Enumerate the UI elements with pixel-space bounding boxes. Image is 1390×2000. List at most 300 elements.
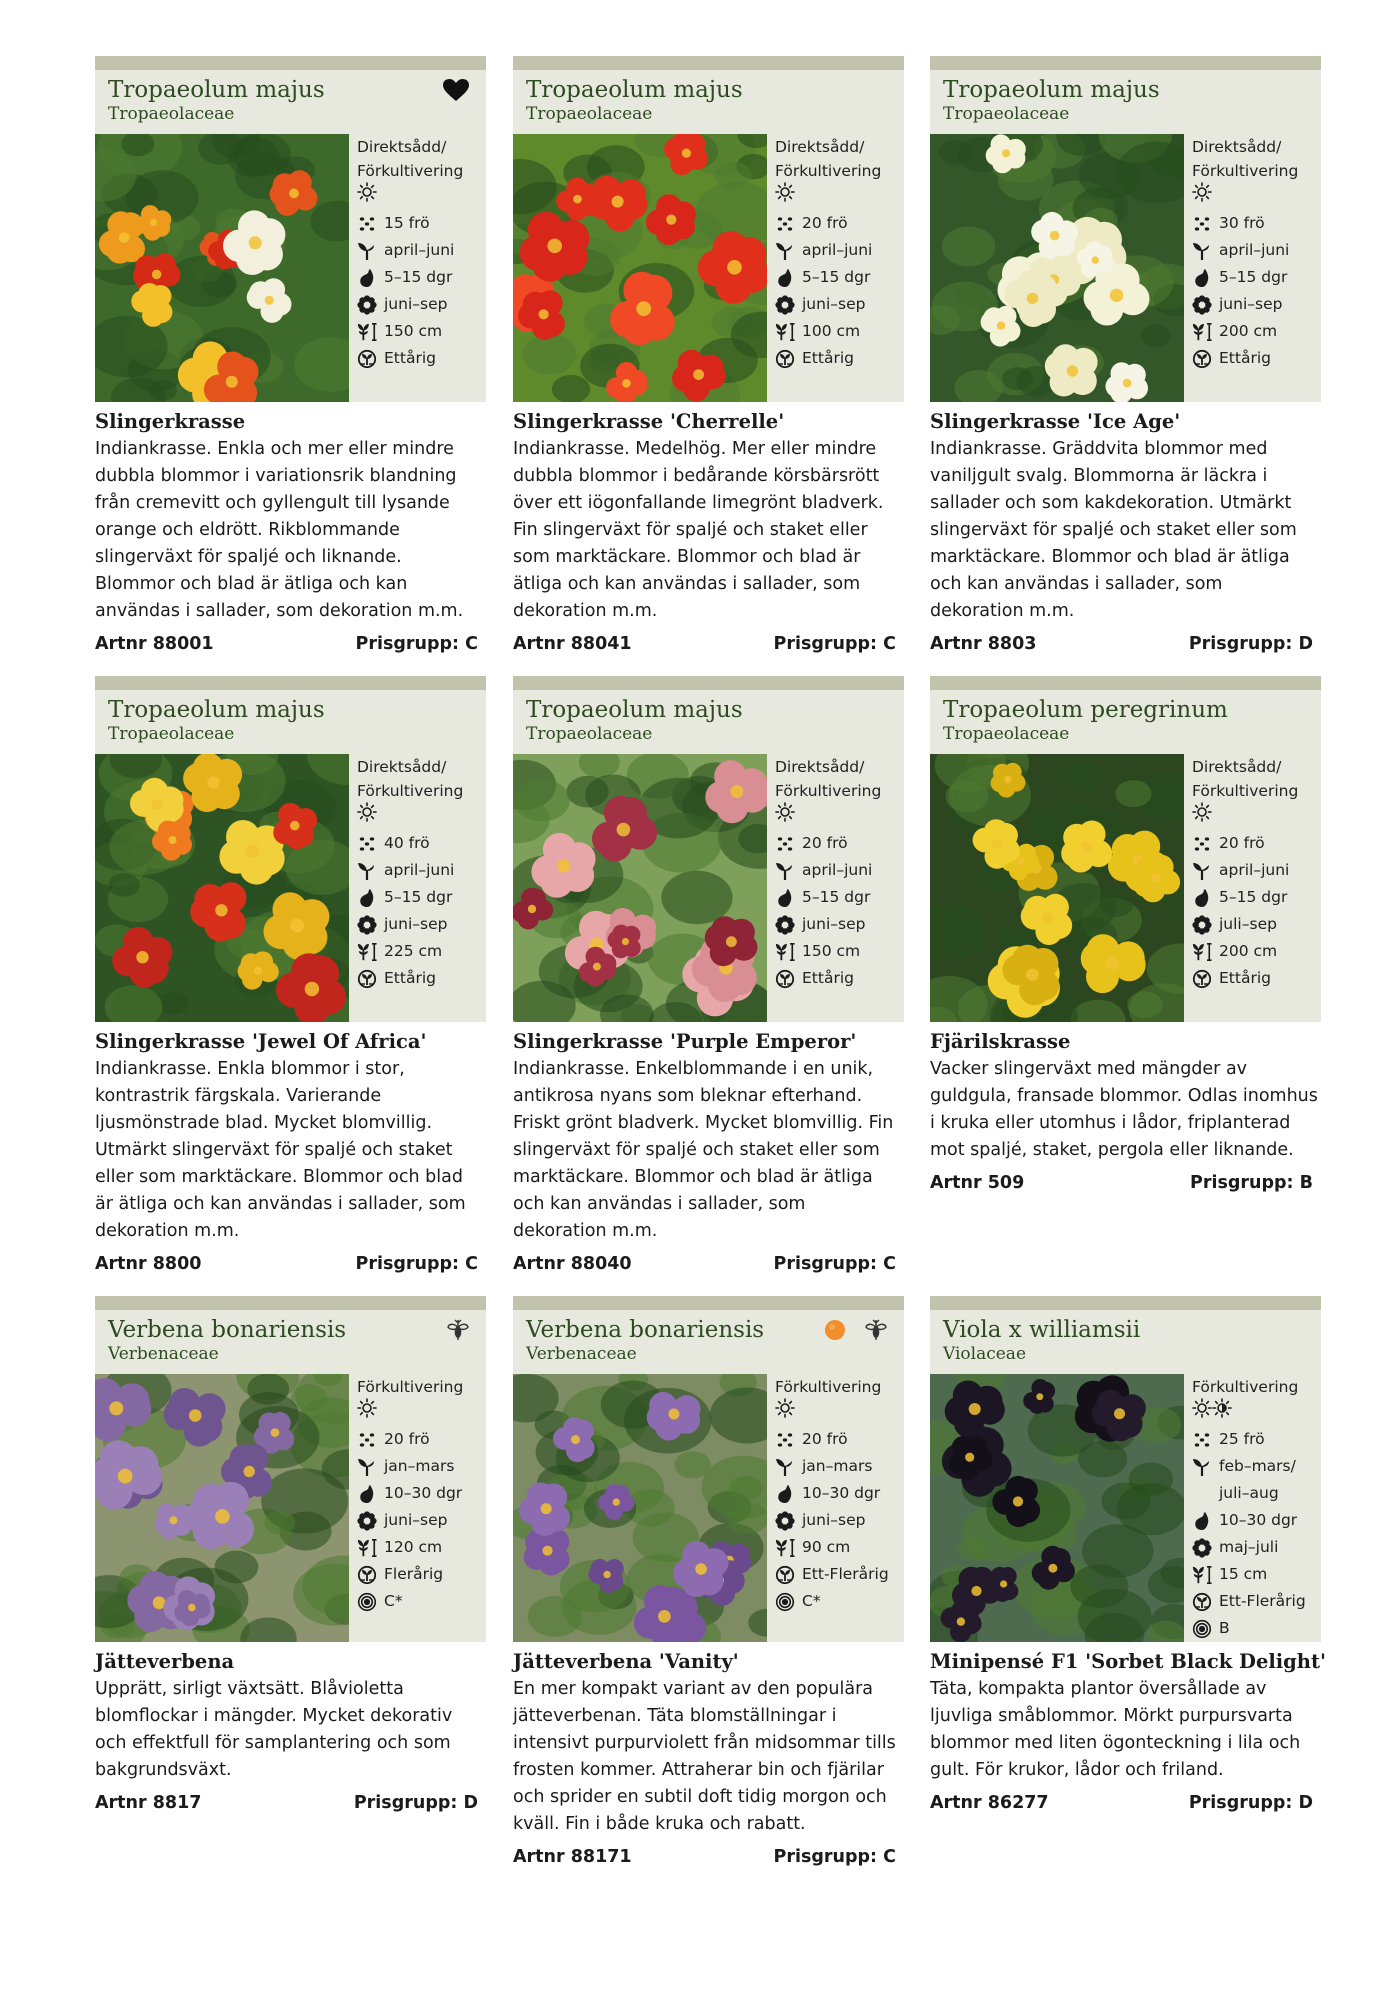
spec-life — [775, 345, 904, 372]
card-body — [513, 754, 904, 1022]
spec-seeds — [357, 1426, 486, 1453]
lifecycle-icon — [1192, 969, 1212, 989]
sowing-method: Förkultivering — [775, 782, 882, 800]
sun-icon — [357, 802, 377, 831]
spec-germ — [357, 1480, 486, 1507]
spec-seeds-value: 30 frö — [1219, 214, 1265, 232]
half-shade-icon — [1212, 1398, 1232, 1427]
product-description: Vacker slingerväxt med mängder av guldgula, fransade blommor. Odlas inomhus i kruka eller utomhus i lådor, friplanterad mot spaljé, staket, pergola eller liknande. — [930, 1059, 1318, 1160]
spec-sun — [357, 183, 486, 210]
product-card — [930, 676, 1321, 1197]
sprout-icon — [357, 861, 377, 881]
card-body — [930, 754, 1321, 1022]
article-number: Artnr 88040 — [513, 1254, 632, 1274]
sowing-method: Direktsådd/ — [1192, 758, 1282, 776]
spec-bloom — [1192, 291, 1321, 318]
card-header — [513, 1296, 904, 1374]
product-name: Slingerkrasse 'Purple Emperor' — [513, 1030, 857, 1053]
card-header — [95, 676, 486, 754]
orange-icon — [824, 1319, 846, 1345]
spec-sow-value: feb–mars/ juli–aug — [1219, 1457, 1296, 1502]
spec-germ-value: 5–15 dgr — [802, 268, 871, 286]
spec-sow-value: april–juni — [802, 241, 873, 259]
sprout-icon — [775, 861, 795, 881]
product-description: Indiankrasse. Enkla blommor i stor, kontrastrik färgskala. Varierande ljusmönstrade blad. Mycket blomvillig. Utmärkt slingerväxt för spaljé och staket eller som marktäckare. Blommor och blad är ätliga och kan användas i sallader, som dekoration m.m. — [95, 1059, 466, 1241]
spec-seeds-value: 20 frö — [802, 834, 848, 852]
spec-sow — [357, 237, 486, 264]
spec-height — [1192, 1561, 1321, 1588]
spec-sun — [1192, 1399, 1321, 1426]
product-description: Täta, kompakta plantor översållade av ljuvliga småblommor. Mörkt purpursvarta blommor med liten ögonteckning i lila och gult. För krukor, lådor och friland. — [930, 1679, 1301, 1780]
spec-seeds — [1192, 1426, 1321, 1453]
spec-sow — [1192, 237, 1321, 264]
height-icon — [357, 1538, 377, 1558]
sowing-method: Direktsådd/ — [357, 138, 447, 156]
spec-bloom-value: juni–sep — [802, 295, 866, 313]
height-icon — [1192, 322, 1212, 342]
germination-icon — [357, 888, 377, 908]
latin-name: Tropaeolum majus — [526, 697, 743, 723]
flower-icon — [775, 295, 795, 315]
spec-sun — [357, 803, 486, 830]
price-group: Prisgrupp: D — [1188, 634, 1313, 654]
spec-bloom — [775, 1507, 904, 1534]
spec-height-value: 200 cm — [1219, 322, 1278, 340]
spec-germ-value: 10–30 dgr — [802, 1484, 881, 1502]
spec-germ — [1192, 264, 1321, 291]
product-card — [930, 1296, 1326, 1817]
badges — [446, 1318, 470, 1346]
family-name: Tropaeolaceae — [108, 724, 235, 744]
seeds-icon — [357, 214, 377, 234]
spec-list — [1184, 754, 1321, 1022]
spec-bloom — [357, 291, 486, 318]
product-description: Indiankrasse. Enkelblommande i en unik, antikrosa nyans som bleknar efterhand. Friskt grönt bladverk. Mycket blomvillig. Fin slingerväxt för spaljé och staket eller som marktäckare. Blommor och blad är ätliga och kan användas i sallader, som dekoration m.m. — [513, 1059, 894, 1241]
lifecycle-icon — [1192, 349, 1212, 369]
spec-height-value: 90 cm — [802, 1538, 851, 1556]
seeds-icon — [1192, 1430, 1212, 1450]
lifecycle-icon — [775, 349, 795, 369]
price-group: Prisgrupp: C — [355, 634, 478, 654]
spec-height — [775, 1534, 904, 1561]
card-header — [930, 1296, 1321, 1374]
product-meta — [513, 1843, 904, 1871]
height-icon — [775, 942, 795, 962]
product-name: Minipensé F1 'Sorbet Black Delight' — [930, 1650, 1326, 1673]
badges — [442, 78, 470, 106]
price-group: Prisgrupp: D — [353, 1793, 478, 1813]
card-header — [930, 676, 1321, 754]
spec-germ — [1192, 884, 1321, 911]
lifecycle-icon — [775, 969, 795, 989]
spec-bloom-value: juli–sep — [1219, 915, 1277, 933]
article-number: Artnr 86277 — [930, 1793, 1049, 1813]
spec-life-value: Flerårig — [384, 1565, 444, 1583]
sun-icon — [1192, 182, 1212, 211]
spec-list — [349, 754, 486, 1022]
spec-seeds — [357, 210, 486, 237]
spec-germ — [775, 1480, 904, 1507]
latin-name: Tropaeolum majus — [943, 77, 1160, 103]
lifecycle-icon — [357, 349, 377, 369]
spec-germ-value: 5–15 dgr — [802, 888, 871, 906]
spec-germ — [1192, 1507, 1321, 1534]
sun-icon — [775, 1398, 795, 1427]
spec-zone — [357, 1588, 486, 1615]
family-name: Verbenaceae — [108, 1344, 219, 1364]
card-body — [513, 134, 904, 402]
spec-sow-value: april–juni — [1219, 241, 1290, 259]
product-photo — [95, 1374, 349, 1642]
sowing-method: Förkultivering — [357, 162, 464, 180]
spec-zone — [1192, 1615, 1321, 1642]
spec-life-value: Ettårig — [802, 969, 854, 987]
article-number: Artnr 88001 — [95, 634, 214, 654]
spec-life-value: Ett-Flerårig — [802, 1565, 889, 1583]
spec-seeds-value: 25 frö — [1219, 1430, 1265, 1448]
article-number: Artnr 88041 — [513, 634, 632, 654]
spec-bloom-value: juni–sep — [384, 295, 448, 313]
product-meta — [930, 1789, 1321, 1817]
spec-sow — [775, 237, 904, 264]
product-photo — [513, 1374, 767, 1642]
germination-icon — [1192, 1511, 1212, 1531]
spec-height-value: 225 cm — [384, 942, 443, 960]
lifecycle-icon — [357, 969, 377, 989]
spec-zone — [775, 1588, 904, 1615]
price-group: Prisgrupp: D — [1188, 1793, 1313, 1813]
sun-icon — [775, 802, 795, 831]
sowing-method: Direktsådd/ — [357, 758, 447, 776]
sprout-icon — [775, 241, 795, 261]
spec-seeds — [775, 210, 904, 237]
spec-sun — [1192, 803, 1321, 830]
product-description: Upprätt, sirligt växtsätt. Blåvioletta blomflockar i mängder. Mycket dekorativ och effektfull för samplantering och som bakgrundsväxt. — [95, 1679, 453, 1780]
spec-germ-value: 5–15 dgr — [384, 268, 453, 286]
spec-life-value: Ettårig — [1219, 349, 1271, 367]
spec-sow — [357, 857, 486, 884]
spec-germ — [357, 884, 486, 911]
card-body — [95, 134, 486, 402]
article-number: Artnr 8800 — [95, 1254, 202, 1274]
spec-germ-value: 5–15 dgr — [384, 888, 453, 906]
spec-life-value: Ett-Flerårig — [1219, 1592, 1306, 1610]
zone-icon — [357, 1592, 377, 1612]
product-photo — [95, 754, 349, 1022]
germination-icon — [357, 1484, 377, 1504]
spec-sow — [775, 1453, 904, 1480]
latin-name: Verbena bonariensis — [526, 1317, 765, 1343]
flower-icon — [1192, 915, 1212, 935]
product-meta — [95, 1789, 486, 1817]
sowing-method: Direktsådd/ — [1192, 138, 1282, 156]
price-group: Prisgrupp: B — [1190, 1173, 1313, 1193]
product-photo — [930, 1374, 1184, 1642]
family-name: Tropaeolaceae — [943, 724, 1070, 744]
spec-sow-value: jan–mars — [384, 1457, 455, 1475]
sun-icon — [357, 1398, 377, 1427]
price-group: Prisgrupp: C — [773, 1254, 896, 1274]
price-group: Prisgrupp: C — [773, 634, 896, 654]
spec-sun — [775, 1399, 904, 1426]
latin-name: Tropaeolum majus — [108, 77, 325, 103]
latin-name: Tropaeolum majus — [526, 77, 743, 103]
card-header — [513, 676, 904, 754]
price-group: Prisgrupp: C — [355, 1254, 478, 1274]
germination-icon — [1192, 888, 1212, 908]
card-body — [95, 754, 486, 1022]
spec-sow-value: april–juni — [1219, 861, 1290, 879]
spec-bloom-value: maj–juli — [1219, 1538, 1279, 1556]
height-icon — [357, 942, 377, 962]
product-card — [95, 676, 486, 1278]
sprout-icon — [1192, 241, 1212, 261]
product-card — [513, 676, 904, 1278]
bee-icon — [864, 1318, 888, 1346]
product-meta — [95, 630, 486, 658]
lifecycle-icon — [1192, 1592, 1212, 1612]
spec-height — [357, 318, 486, 345]
card-header — [95, 56, 486, 134]
sprout-icon — [1192, 1457, 1212, 1477]
spec-height-value: 150 cm — [802, 942, 861, 960]
sowing-method: Förkultivering — [775, 162, 882, 180]
family-name: Tropaeolaceae — [943, 104, 1070, 124]
spec-list — [349, 1374, 486, 1642]
spec-height — [357, 1534, 486, 1561]
product-card — [513, 1296, 904, 1871]
latin-name: Tropaeolum majus — [108, 697, 325, 723]
article-number: Artnr 88171 — [513, 1847, 632, 1867]
article-number: Artnr 8803 — [930, 634, 1037, 654]
height-icon — [1192, 1565, 1212, 1585]
spec-seeds-value: 20 frö — [384, 1430, 430, 1448]
spec-germ-value: 10–30 dgr — [1219, 1511, 1298, 1529]
spec-height-value: 100 cm — [802, 322, 861, 340]
spec-life — [1192, 965, 1321, 992]
spec-height-value: 150 cm — [384, 322, 443, 340]
spec-life — [1192, 1588, 1321, 1615]
product-card — [930, 56, 1321, 658]
spec-life — [775, 965, 904, 992]
zone-icon — [775, 1592, 795, 1612]
sun-icon — [1192, 802, 1212, 831]
spec-life — [775, 1561, 904, 1588]
spec-sow — [1192, 857, 1321, 884]
spec-sow — [775, 857, 904, 884]
spec-list — [767, 1374, 904, 1642]
product-name: Slingerkrasse — [95, 410, 246, 433]
spec-germ — [775, 884, 904, 911]
spec-life — [357, 1561, 486, 1588]
product-name: Slingerkrasse 'Jewel Of Africa' — [95, 1030, 427, 1053]
spec-sow-value: april–juni — [384, 241, 455, 259]
product-card — [95, 1296, 486, 1817]
sowing-method: Förkultivering — [1192, 1378, 1299, 1396]
article-number: Artnr 509 — [930, 1173, 1025, 1193]
spec-sun — [775, 803, 904, 830]
sowing-method: Förkultivering — [357, 1378, 464, 1396]
sun-icon — [357, 182, 377, 211]
spec-seeds — [357, 830, 486, 857]
product-name: Jätteverbena 'Vanity' — [513, 1650, 739, 1673]
spec-bloom — [1192, 1534, 1321, 1561]
heart-icon — [442, 78, 470, 106]
spec-life — [357, 965, 486, 992]
seeds-icon — [357, 1430, 377, 1450]
product-name: Slingerkrasse 'Ice Age' — [930, 410, 1181, 433]
spec-germ-value: 5–15 dgr — [1219, 888, 1288, 906]
zone-icon — [1192, 1619, 1212, 1639]
spec-germ-value: 10–30 dgr — [384, 1484, 463, 1502]
spec-life — [357, 345, 486, 372]
height-icon — [775, 1538, 795, 1558]
spec-sow-value: jan–mars — [802, 1457, 873, 1475]
product-photo — [513, 134, 767, 402]
spec-germ-value: 5–15 dgr — [1219, 268, 1288, 286]
spec-bloom — [1192, 911, 1321, 938]
family-name: Verbenaceae — [526, 1344, 637, 1364]
spec-bloom — [357, 911, 486, 938]
product-card — [513, 56, 904, 658]
flower-icon — [357, 295, 377, 315]
spec-bloom-value: juni–sep — [384, 915, 448, 933]
product-name: Fjärilskrasse — [930, 1030, 1071, 1053]
product-meta — [513, 630, 904, 658]
spec-life-value: Ettårig — [384, 349, 436, 367]
seeds-icon — [357, 834, 377, 854]
seeds-icon — [1192, 834, 1212, 854]
spec-height — [1192, 938, 1321, 965]
spec-sow-value: april–juni — [384, 861, 455, 879]
spec-seeds — [775, 830, 904, 857]
spec-seeds — [1192, 210, 1321, 237]
germination-icon — [775, 1484, 795, 1504]
sowing-method: Direktsådd/ — [775, 138, 865, 156]
germination-icon — [357, 268, 377, 288]
card-body — [930, 134, 1321, 402]
spec-height — [357, 938, 486, 965]
card-body — [95, 1374, 486, 1642]
spec-seeds-value: 20 frö — [1219, 834, 1265, 852]
product-grid — [95, 56, 1326, 1956]
sun-icon — [775, 182, 795, 211]
product-meta — [95, 1250, 486, 1278]
spec-bloom-value: juni–sep — [1219, 295, 1283, 313]
product-name: Jätteverbena — [95, 1650, 235, 1673]
spec-height — [775, 938, 904, 965]
price-group: Prisgrupp: C — [773, 1847, 896, 1867]
spec-life-value: Ettårig — [384, 969, 436, 987]
sprout-icon — [357, 1457, 377, 1477]
product-photo — [95, 134, 349, 402]
spec-seeds — [775, 1426, 904, 1453]
family-name: Tropaeolaceae — [526, 104, 653, 124]
spec-bloom-value: juni–sep — [802, 915, 866, 933]
flower-icon — [775, 1511, 795, 1531]
latin-name: Verbena bonariensis — [108, 1317, 347, 1343]
spec-bloom — [775, 911, 904, 938]
spec-seeds-value: 20 frö — [802, 214, 848, 232]
spec-bloom — [357, 1507, 486, 1534]
card-body — [513, 1374, 904, 1642]
lifecycle-icon — [775, 1565, 795, 1585]
sowing-method: Direktsådd/ — [775, 758, 865, 776]
height-icon — [775, 322, 795, 342]
product-description: Indiankrasse. Medelhög. Mer eller mindre dubbla blommor i bedårande körsbärsrött över ett iögonfallande limegrönt bladverk. Fin slingerväxt för spaljé och staket eller som marktäckare. Blommor och blad är ätliga och kan användas i sallader, som dekoration m.m. — [513, 439, 884, 621]
family-name: Tropaeolaceae — [526, 724, 653, 744]
spec-germ — [357, 264, 486, 291]
spec-seeds-value: 20 frö — [802, 1430, 848, 1448]
product-photo — [513, 754, 767, 1022]
spec-list — [767, 134, 904, 402]
sowing-method: Förkultivering — [1192, 162, 1299, 180]
spec-list — [1184, 134, 1321, 402]
spec-sow — [1192, 1453, 1321, 1507]
product-meta — [513, 1250, 904, 1278]
spec-list — [1184, 1374, 1321, 1642]
product-photo — [930, 134, 1184, 402]
product-description: Indiankrasse. Gräddvita blommor med vaniljgult svalg. Blommorna är läckra i sallader och som kakdekoration. Utmärkt slingerväxt för spaljé och staket eller som marktäckare. Blommor och blad är ätliga och kan användas i sallader, som dekoration m.m. — [930, 439, 1297, 621]
card-body — [930, 1374, 1321, 1642]
flower-icon — [1192, 1538, 1212, 1558]
spec-bloom-value: juni–sep — [384, 1511, 448, 1529]
spec-sun — [1192, 183, 1321, 210]
spec-sun — [357, 1399, 486, 1426]
sowing-method: Förkultivering — [357, 782, 464, 800]
spec-sow — [357, 1453, 486, 1480]
sowing-method: Förkultivering — [1192, 782, 1299, 800]
spec-zone-value: C* — [802, 1592, 821, 1610]
spec-height-value: 120 cm — [384, 1538, 443, 1556]
spec-height — [1192, 318, 1321, 345]
product-name: Slingerkrasse 'Cherrelle' — [513, 410, 785, 433]
sowing-method: Förkultivering — [775, 1378, 882, 1396]
spec-bloom — [775, 291, 904, 318]
spec-height-value: 200 cm — [1219, 942, 1278, 960]
badges — [824, 1318, 888, 1346]
spec-sun — [775, 183, 904, 210]
product-description: En mer kompakt variant av den populära jätteverbenan. Täta blomställningar i intensivt purpurviolett från midsommar tills frosten kommer. Attraherar bin och fjärilar och sprider en subtil doft tidig morgon och kväll. Fin i både kruka och rabatt. — [513, 1679, 896, 1834]
sun-icon — [1192, 1398, 1212, 1427]
spec-life-value: Ettårig — [802, 349, 854, 367]
spec-zone-value: B — [1219, 1619, 1230, 1637]
spec-list — [767, 754, 904, 1022]
germination-icon — [1192, 268, 1212, 288]
spec-sow-value: april–juni — [802, 861, 873, 879]
article-number: Artnr 8817 — [95, 1793, 202, 1813]
spec-life — [1192, 345, 1321, 372]
sprout-icon — [1192, 861, 1212, 881]
spec-seeds-value: 15 frö — [384, 214, 430, 232]
family-name: Tropaeolaceae — [108, 104, 235, 124]
lifecycle-icon — [357, 1565, 377, 1585]
seeds-icon — [775, 214, 795, 234]
spec-zone-value: C* — [384, 1592, 403, 1610]
product-meta — [930, 630, 1321, 658]
flower-icon — [357, 1511, 377, 1531]
latin-name: Tropaeolum peregrinum — [943, 697, 1228, 723]
spec-bloom-value: juni–sep — [802, 1511, 866, 1529]
spec-germ — [775, 264, 904, 291]
card-header — [930, 56, 1321, 134]
height-icon — [1192, 942, 1212, 962]
product-meta — [930, 1169, 1321, 1197]
card-header — [95, 1296, 486, 1374]
spec-list — [349, 134, 486, 402]
seeds-icon — [1192, 214, 1212, 234]
height-icon — [357, 322, 377, 342]
